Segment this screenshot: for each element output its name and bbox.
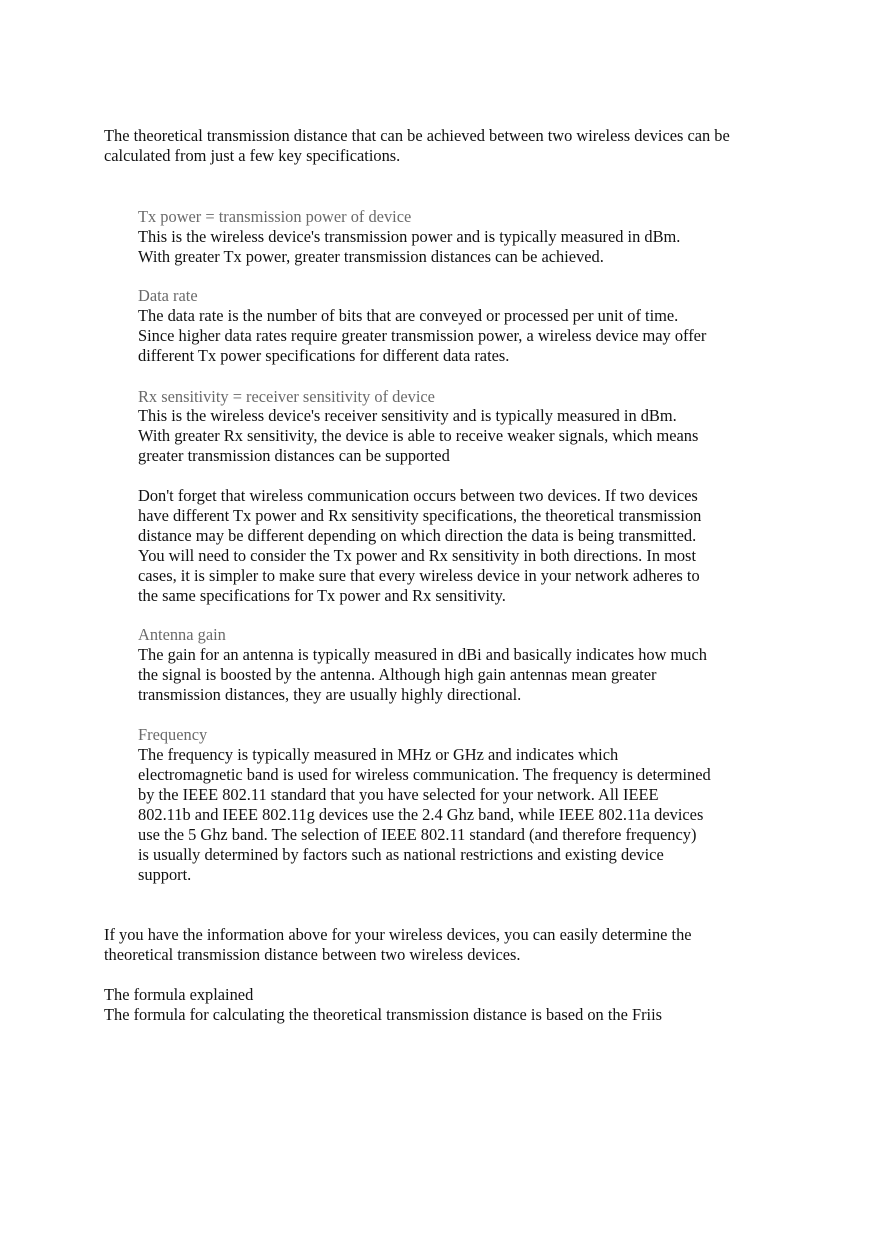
frequency-heading: Frequency [138,725,208,744]
antenna-gain-body: The gain for an antenna is typically measured in dBi and basically indicates how much the signal is boosted by the antenna. Although high gain antennas mean greater transmission distances, they are usually highly directional. [138,645,707,704]
tx-power-body: This is the wireless device's transmission power and is typically measured in dBm. With greater Tx power, greater transmission distances can be achieved. [138,227,681,266]
two-devices-note: Don't forget that wireless communication occurs between two devices. If two devices have different Tx power and Rx sensitivity specifications, the theoretical transmission distance may be different depending on which direction the data is being transmitted. You will need to consider the Tx power and Rx sensitivity in both directions. In most cases, it is simpler to make sure that every wireless device in your network adheres to the same specifications for Tx power and Rx sensitivity. [138,486,702,605]
rx-sensitivity-heading: Rx sensitivity = receiver sensitivity of device [138,387,435,406]
summary-paragraph: If you have the information above for your wireless devices, you can easily determine the theoretical transmission distance between two wireless devices. [104,925,692,964]
formula-text: The formula for calculating the theoretical transmission distance is based on the Friis [104,1005,663,1024]
intro-paragraph: The theoretical transmission distance that can be achieved between two wireless devices can be calculated from just a few key specifications. [104,126,730,165]
data-rate-heading: Data rate [138,286,198,305]
formula-heading: The formula explained [104,985,254,1004]
rx-sensitivity-body: This is the wireless device's receiver sensitivity and is typically measured in dBm. With greater Rx sensitivity, the device is able to receive weaker signals, which means greater transmission distances can be supported [138,406,699,465]
data-rate-body: The data rate is the number of bits that are conveyed or processed per unit of time. Since higher data rates require greater transmission power, a wireless device may offer different Tx power specifications for different data rates. [138,306,707,365]
frequency-body: The frequency is typically measured in MHz or GHz and indicates which electromagnetic band is used for wireless communication. The frequency is determined by the IEEE 802.11 standard that you have selected for your network. All IEEE 802.11b and IEEE 802.11g devices use the 2.4 Ghz band, while IEEE 802.11a devices use the 5 Ghz band. The selection of IEEE 802.11 standard (and therefore frequency) is usually determined by factors such as national restrictions and existing device support. [138,745,711,884]
tx-power-heading: Tx power = transmission power of device [138,207,412,226]
antenna-gain-heading: Antenna gain [138,625,226,644]
